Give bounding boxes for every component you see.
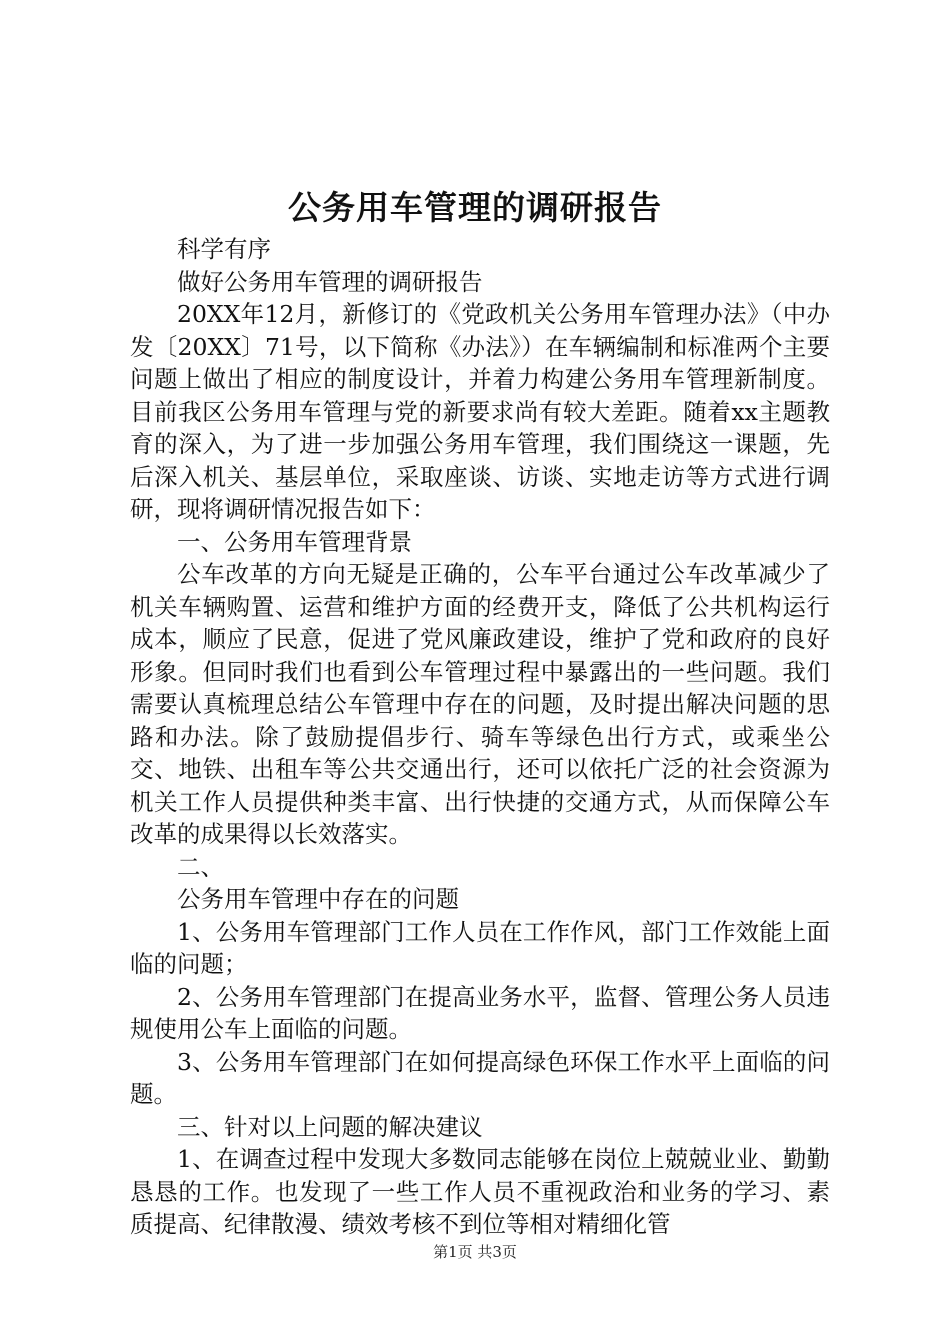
problem-item-2: 2、公务用车管理部门在提高业务水平，监督、管理公务人员违规使用公车上面临的问题。 (130, 982, 830, 1043)
document-title: 公务用车管理的调研报告 (288, 188, 662, 227)
paragraph-subtitle-1: 科学有序 (177, 235, 271, 263)
paragraph-subtitle-2: 做好公务用车管理的调研报告 (177, 267, 483, 296)
section-heading-3: 三、针对以上问题的解决建议 (177, 1112, 483, 1141)
section-heading-2-text: 公务用车管理中存在的问题 (177, 885, 459, 913)
problem-item-1: 1、公务用车管理部门工作人员在工作作风，部门工作效能上面临的问题； (130, 917, 830, 978)
page-footer: 第1页 共3页 (433, 1243, 517, 1261)
paragraph-intro: 20XX年12月，新修订的《党政机关公务用车管理办法》（中办发〔20XX〕71号，以下简称《办法》）在车辆编制和标准两个主要问题上做出了相应的制度设计，并着力构建公务用车管理新制度。目前我区公务用车管理与党的新要求尚有较大差距。随着xx主题教育的深入，为了进一步加强公务用车管理，我们围绕这一课题，先后深入机关、基层单位，采取座谈、访谈、实地走访等方式进行调研，现将调研情况报告如下： (130, 300, 830, 523)
section-heading-2-number: 二、 (177, 852, 224, 881)
suggestion-item-1: 1、在调查过程中发现大多数同志能够在岗位上兢兢业业、勤勤恳恳的工作。也发现了一些工作人员不重视政治和业务的学习、素质提高、纪律散漫、绩效考核不到位等相对精细化管 (130, 1145, 830, 1238)
problem-item-3: 3、公务用车管理部门在如何提高绿色环保工作水平上面临的问题。 (130, 1047, 830, 1108)
paragraph-background: 公车改革的方向无疑是正确的，公车平台通过公车改革减少了机关车辆购置、运营和维护方面的经费开支，降低了公共机构运行成本，顺应了民意，促进了党风廉政建设，维护了党和政府的良好形象。但同时我们也看到公车管理过程中暴露出的一些问题。我们需要认真梳理总结公车管理中存在的问题，及时提出解决问题的思路和办法。除了鼓励提倡步行、骑车等绿色出行方式，或乘坐公交、地铁、出租车等公共交通出行，还可以依托广泛的社会资源为机关工作人员提供种类丰富、出行快捷的交通方式，从而保障公车改革的成果得以长效落实。 (130, 560, 830, 848)
document-body (130, 233, 830, 1241)
section-heading-1: 一、公务用车管理背景 (177, 527, 412, 556)
